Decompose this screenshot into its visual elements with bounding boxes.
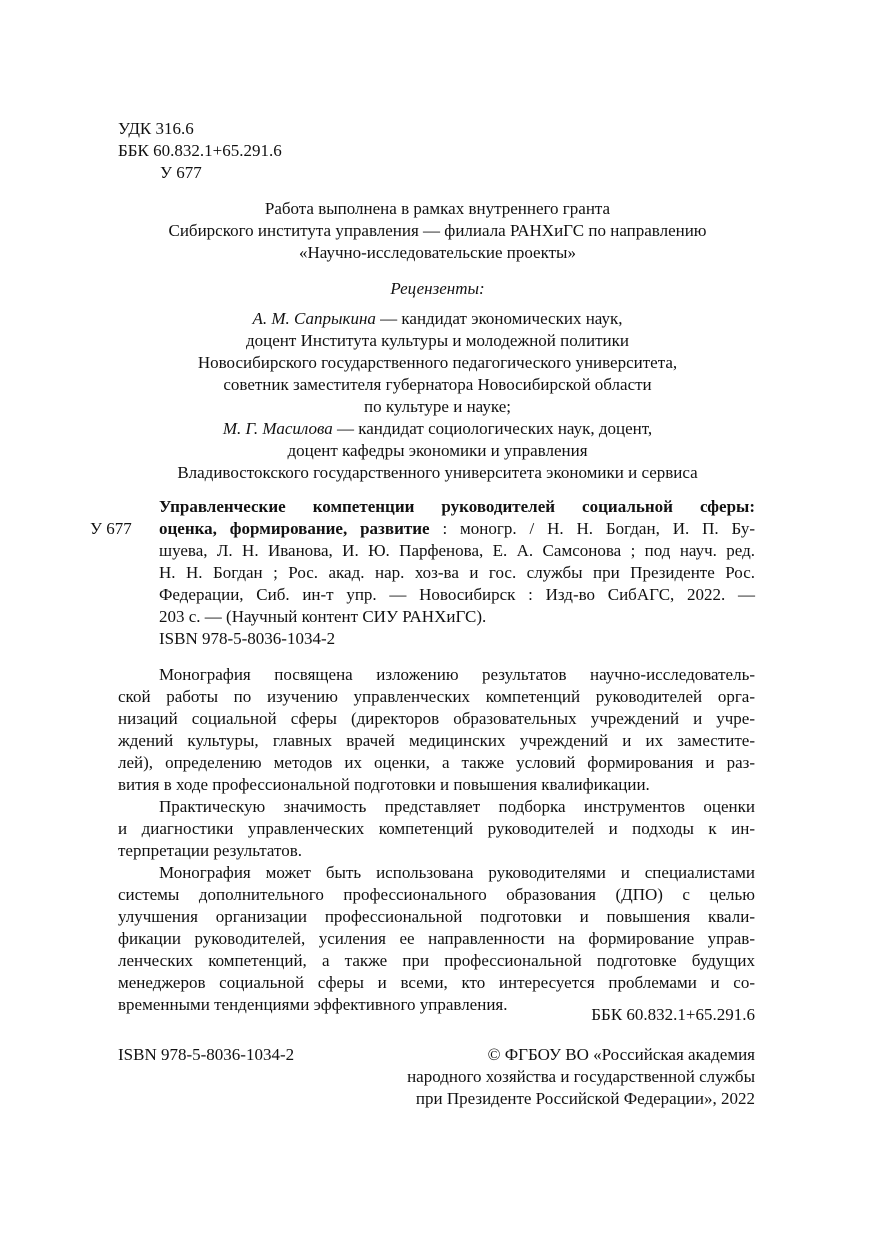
abstract-line: лей), определению методов их оценки, а также условий формирования и раз-: [118, 753, 755, 772]
abstract-line: фикации руководителей, усиления ее направленности на формирование управ-: [118, 929, 755, 948]
catalog-isbn: ISBN 978-5-8036-1034-2: [159, 629, 336, 648]
copyright-line: при Президенте Российской Федерации», 2022: [415, 1089, 755, 1108]
abstract-line: временными тенденциями эффективного управления.: [118, 995, 508, 1014]
reviewer-2-name: М. Г. Масилова: [222, 419, 333, 438]
abstract-line: Практическую значимость представляет подборка инструментов оценки: [159, 797, 755, 816]
reviewer-1-line: доцент Института культуры и молодежной политики: [246, 331, 629, 350]
abstract-line: низаций социальной сферы (директоров образовательных учреждений и учре-: [118, 709, 755, 728]
abstract-line: системы дополнительного профессионального образования (ДПО) с целью: [118, 885, 755, 904]
catalog-line: шуева, Л. Н. Иванова, И. Ю. Парфенова, Е. А. Самсонова ; под науч. ред.: [159, 541, 755, 560]
abstract-line: менеджеров социальной сферы и всеми, кто интересуется проблемами и со-: [118, 973, 755, 992]
bbk-right: ББК 60.832.1+65.291.6: [591, 1005, 755, 1024]
copyright-line: народного хозяйства и государственной службы: [407, 1067, 755, 1086]
abstract-line: вития в ходе профессиональной подготовки и повышения квалификации.: [118, 775, 650, 794]
catalog-line: Н. Н. Богдан ; Рос. акад. нар. хоз-ва и гос. службы при Президенте Рос.: [159, 563, 755, 582]
catalog-title-line: Управленческие компетенции руководителей социальной сферы:: [159, 497, 755, 516]
reviewer-2-line: доцент кафедры экономики и управления: [287, 441, 588, 460]
reviewer-1-line: по культуре и науке;: [364, 397, 511, 416]
udk-code: УДК 316.6: [118, 119, 194, 138]
grant-line: Работа выполнена в рамках внутреннего гранта: [264, 199, 611, 218]
catalog-line: оценка, формирование, развитие : моногр. / Н. Н. Богдан, И. П. Бу-: [159, 519, 755, 538]
reviewer-1-name: А. М. Сапрыкина: [252, 309, 376, 328]
abstract-line: Монография посвящена изложению результатов научно-исследователь-: [159, 665, 755, 684]
catalog-mark: У 677: [90, 519, 132, 538]
reviewer-2-line: М. Г. Масилова — кандидат социологических наук, доцент,: [222, 419, 653, 438]
reviewer-1-line: советник заместителя губернатора Новосибирской области: [223, 375, 652, 394]
abstract-line: ской работы по изучению управленческих компетенций руководителей орга-: [118, 687, 755, 706]
author-mark: У 677: [160, 163, 202, 182]
grant-line: «Научно-исследовательские проекты»: [299, 243, 576, 262]
catalog-line: 203 с. — (Научный контент СИУ РАНХиГС).: [159, 607, 487, 626]
abstract-line: ленческих компетенций, а также при профессиональной подготовке будущих: [118, 951, 755, 970]
reviewer-2-line: Владивостокского государственного университета экономики и сервиса: [177, 463, 698, 482]
copyright-line: © ФГБОУ ВО «Российская академия: [487, 1045, 755, 1064]
abstract-line: Монография может быть использована руководителями и специалистами: [159, 863, 755, 882]
reviewer-1-line: А. М. Сапрыкина — кандидат экономических наук,: [252, 309, 623, 328]
abstract-line: и диагностики управленческих компетенций руководителей и подходы к ин-: [118, 819, 755, 838]
abstract-line: ждений культуры, главных врачей медицинских учреждений и их заместите-: [118, 731, 755, 750]
catalog-title-line: оценка, формирование, развитие: [159, 519, 430, 538]
bbk-code: ББК 60.832.1+65.291.6: [118, 141, 282, 160]
catalog-line: Федерации, Сиб. ин-т упр. — Новосибирск : Изд-во СибАГС, 2022. —: [159, 585, 755, 604]
reviewers-heading: Рецензенты:: [390, 279, 485, 298]
abstract-line: терпретации результатов.: [118, 841, 303, 860]
reviewer-1-line: Новосибирского государственного педагогического университета,: [197, 353, 678, 372]
abstract-line: улучшения организации профессиональной подготовки и повышения квали-: [118, 907, 755, 926]
footer-isbn: ISBN 978-5-8036-1034-2: [118, 1045, 295, 1064]
grant-line: Сибирского института управления — филиала РАНХиГС по направлению: [168, 221, 707, 240]
